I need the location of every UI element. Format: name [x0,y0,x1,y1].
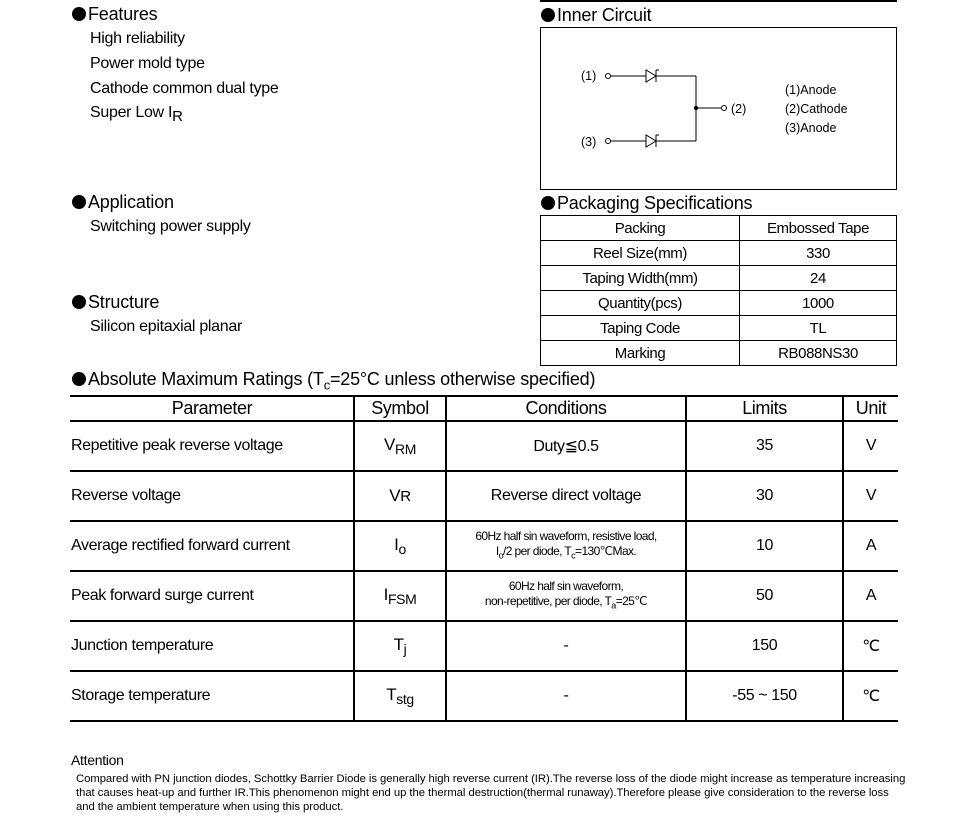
table-row: Peak forward surge current $I_{FSM}$ 60Hz half sin waveform, non-repetitive, per diode, $T_a=25℃$ 50 A [70,571,898,621]
bullet-icon [72,372,86,386]
inner-circuit-heading: Inner Circuit [541,5,651,26]
legend-anode: (3)Anode [785,121,837,135]
ratings-heading: Absolute Maximum Ratings ($T_c=25^\circ C$ unless otherwise specified) [72,369,595,393]
feature-item: Cathode common dual type [90,80,279,97]
pin1-label: (1) [581,69,597,83]
diode-icon [646,135,656,147]
table-header-row: Parameter Symbol Conditions Limits Unit [70,396,898,421]
bullet-icon [541,196,555,210]
inner-circuit-diagram [540,27,897,190]
pin3-label: (3) [581,135,597,149]
pin3-terminal-icon [606,139,611,144]
table-row: Quantity(pcs) 1000 [541,291,897,316]
attention-text: Compared with PN junction diodes, Schottky Barrier Diode is generally high reverse current (IR).The reverse loss of the diode might increase as temperature increasing that causes heat-up and further IR.This phenomenon might end up the thermal destruction(thermal runaway).Therefore please give consideration to the reverse loss and the ambient temperature when using this product. [76,773,906,813]
attention-heading: Attention [71,752,124,768]
features-heading: Features [72,4,157,25]
application-item: Switching power supply [90,218,251,235]
table-row: Junction temperature $T_j$ - 150 ℃ [70,621,898,671]
feature-item: Super Low $I_R$ [90,104,183,125]
pin1-terminal-icon [606,74,611,79]
feature-item: Power mold type [90,55,205,72]
packaging-table [540,215,897,366]
pin2-terminal-icon [722,106,727,111]
application-heading: Application [72,192,174,213]
table-row: Reverse voltage VR Reverse direct voltage 30 V [70,471,898,521]
table-row: Storage temperature $T_{stg}$ - -55 ~ 150 ℃ [70,671,898,721]
feature-item: High reliability [90,30,185,47]
bullet-icon [541,8,555,22]
structure-heading: Structure [72,292,159,313]
table-row: Repetitive peak reverse voltage $V_{RM}$ Duty≦0.5 35 V [70,421,898,471]
ratings-table [70,395,898,722]
table-row: Reel Size(mm) 330 [541,241,897,266]
legend-anode: (1)Anode [785,83,837,97]
legend-cathode: (2)Cathode [785,102,848,116]
bullet-icon [72,295,86,309]
table-row: Marking RB088NS30 [541,341,897,366]
table-row: Taping Width(mm) 24 [541,266,897,291]
structure-item: Silicon epitaxial planar [90,318,243,335]
bullet-icon [72,7,86,21]
bullet-icon [72,195,86,209]
pin2-label: (2) [731,102,747,116]
packaging-heading: Packaging Specifications [541,193,752,214]
table-row: Average rectified forward current $I_o$ 60Hz half sin waveform, resistive load, $I_o/2$ per diode, $T_c=130℃Max$. 10 A [70,521,898,571]
table-row: Packing Embossed Tape [541,216,897,241]
circuit-schematic [541,28,895,188]
top-rule [540,0,897,2]
diode-icon [646,70,656,82]
junction-dot-icon [694,106,698,110]
table-row: Taping Code TL [541,316,897,341]
